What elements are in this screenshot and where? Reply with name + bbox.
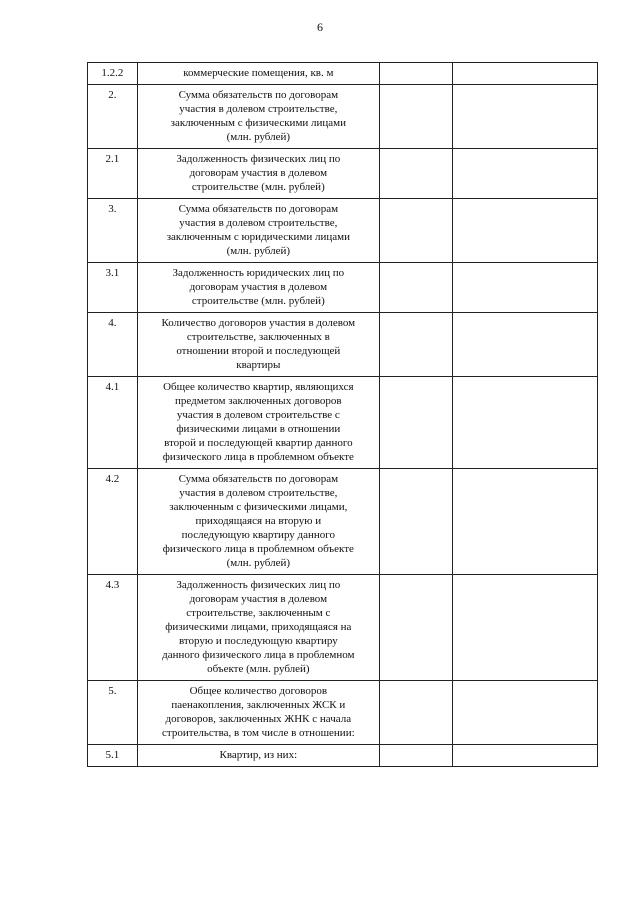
row-description-text: Задолженность физических лиц по договорам участия в долевом строительстве (млн. рублей): [176, 153, 341, 193]
value-cell-1: [379, 681, 452, 745]
value-cell-2: [452, 575, 597, 681]
row-description: [137, 469, 379, 575]
value-cell-2: [452, 199, 597, 263]
value-cell-1: [379, 85, 452, 149]
value-cell-1: [379, 313, 452, 377]
row-number: 5.1: [88, 745, 138, 767]
value-cell-2: [452, 377, 597, 469]
row-description-text: Задолженность юридических лиц по договорам участия в долевом строительстве (млн. рублей): [172, 267, 345, 307]
row-description: [137, 149, 379, 199]
table-row: [88, 263, 598, 313]
value-cell-2: [452, 745, 597, 767]
value-cell-2: [452, 263, 597, 313]
value-cell-2: [452, 313, 597, 377]
value-cell-1: [379, 199, 452, 263]
value-cell-1: [379, 377, 452, 469]
table-row: [88, 469, 598, 575]
table-row: [88, 377, 598, 469]
row-description-text: коммерческие помещения, кв. м: [183, 67, 334, 79]
row-description: [137, 313, 379, 377]
row-number: 4.3: [88, 575, 138, 681]
value-cell-2: [452, 85, 597, 149]
row-description: [137, 377, 379, 469]
row-description-text: Сумма обязательств по договорам участия в долевом строительстве, заключенным с юридическими лицами (млн. рублей): [166, 203, 350, 257]
row-number: 5.: [88, 681, 138, 745]
value-cell-2: [452, 469, 597, 575]
table-row: [88, 681, 598, 745]
value-cell-2: [452, 63, 597, 85]
row-description: [137, 263, 379, 313]
page-number: 6: [317, 20, 323, 34]
row-description-text: Задолженность физических лиц по договорам участия в долевом строительстве, заключенным с физическими лицами, приходящаяся на вторую и последующую квартиру данного физического лица в проблемном объекте (млн. рублей): [162, 579, 355, 675]
table-row: [88, 575, 598, 681]
indicators-table: [87, 62, 598, 767]
row-description-text: Квартир, из них:: [219, 749, 298, 761]
row-number: 4.1: [88, 377, 138, 469]
table-body: [88, 63, 598, 767]
table-row: [88, 745, 598, 767]
table-row: [88, 199, 598, 263]
row-description: [137, 575, 379, 681]
row-description-text: Общее количество договоров паенакопления, заключенных ЖСК и договоров, заключенных ЖНК с начала строительства, в том числе в отношении:: [162, 685, 355, 739]
table-row: [88, 313, 598, 377]
row-number: 4.: [88, 313, 138, 377]
value-cell-2: [452, 681, 597, 745]
value-cell-1: [379, 745, 452, 767]
table-row: [88, 149, 598, 199]
row-description: [137, 745, 379, 767]
row-description-text: Количество договоров участия в долевом строительстве, заключенных в отношении второй и последующей квартиры: [161, 317, 356, 371]
row-description-text: Общее количество квартир, являющихся предметом заключенных договоров участия в долевом строительстве с физическими лицами в отношении второй и последующей квартир данного физического лица в проблемном объекте: [162, 381, 354, 463]
row-description: [137, 63, 379, 85]
row-number: 3.1: [88, 263, 138, 313]
value-cell-1: [379, 263, 452, 313]
table-row: [88, 85, 598, 149]
row-description-text: Сумма обязательств по договорам участия в долевом строительстве, заключенным с физическими лицами, приходящаяся на вторую и последующую квартиру данного физического лица в проблемном объекте (млн. рублей): [162, 473, 354, 569]
table-row: [88, 63, 598, 85]
row-number: 2.: [88, 85, 138, 149]
row-description: [137, 199, 379, 263]
row-description: [137, 85, 379, 149]
row-description-text: Сумма обязательств по договорам участия в долевом строительстве, заключенным с физическими лицами (млн. рублей): [170, 89, 347, 143]
row-number: 1.2.2: [88, 63, 138, 85]
row-number: 4.2: [88, 469, 138, 575]
value-cell-2: [452, 149, 597, 199]
value-cell-1: [379, 575, 452, 681]
value-cell-1: [379, 63, 452, 85]
value-cell-1: [379, 469, 452, 575]
row-number: 3.: [88, 199, 138, 263]
row-description: [137, 681, 379, 745]
row-number: 2.1: [88, 149, 138, 199]
value-cell-1: [379, 149, 452, 199]
